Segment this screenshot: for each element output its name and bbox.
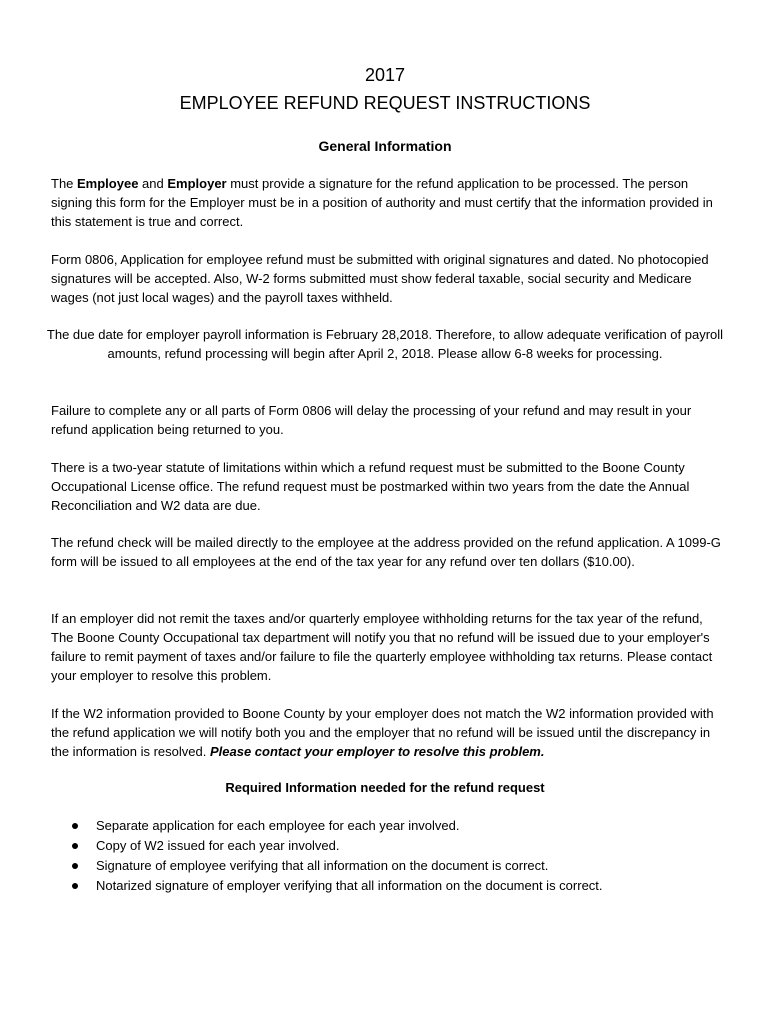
paragraph-form-0806: Form 0806, Application for employee refund must be submitted with original signatures and dated. No photocopied signatures will be accepted. Also, W-2 forms submitted must show federal taxable, social security and Medicare wages (not just local wages) and the payroll taxes withheld. — [51, 252, 709, 305]
paragraph-statute-of-limitations: There is a two-year statute of limitations within which a refund request must be submitted to the Boone County Occupational License office. The refund request must be postmarked within two years from the date the Annual Reconciliation and W2 data are due. — [51, 460, 690, 513]
list-item: Notarized signature of employer verifying that all information on the document is correct. — [70, 876, 730, 896]
general-information-heading: General Information — [318, 138, 452, 154]
paragraph-signature-requirement: The Employee and Employer must provide a signature for the refund application to be processed. The person signing this form for the Employer must be in a position of authority and must certify that the information provided in this statement is true and correct. — [51, 176, 713, 229]
paragraph-refund-check: The refund check will be mailed directly to the employee at the address provided on the refund application. A 1099-G form will be issued to all employees at the end of the tax year for any refund over ten dollars ($10.00). — [51, 535, 721, 569]
document-title: EMPLOYEE REFUND REQUEST INSTRUCTIONS — [179, 93, 591, 113]
employer-emphasis: Employer — [167, 176, 227, 191]
list-item: Copy of W2 issued for each year involved. — [70, 836, 730, 856]
list-item: Signature of employee verifying that all information on the document is correct. — [70, 856, 730, 876]
required-information-list — [70, 816, 730, 896]
bullet-icon — [72, 883, 78, 889]
employee-emphasis: Employee — [77, 176, 139, 191]
bullet-icon — [72, 823, 78, 829]
document-year: 2017 — [364, 65, 406, 85]
list-item: Separate application for each employee for each year involved. — [70, 816, 730, 836]
paragraph-failure-to-complete: Failure to complete any or all parts of Form 0806 will delay the processing of your refund and may result in your refund application being returned to you. — [51, 403, 692, 437]
bullet-icon — [72, 843, 78, 849]
contact-employer-emphasis: Please contact your employer to resolve this problem. — [209, 744, 545, 759]
paragraph-due-date: The due date for employer payroll information is February 28,2018. Therefore, to allow adequate verification of payroll amounts, refund processing will begin after April 2, 2018. Please allow 6-8 weeks for processing. — [46, 327, 724, 361]
required-information-heading: Required Information needed for the refund request — [225, 780, 545, 795]
paragraph-w2-mismatch: If the W2 information provided to Boone County by your employer does not match the W2 information provided with the refund application we will notify both you and the employer that no refund will be issued until the discrepancy in the information is resolved. Please contact your employer to resolve this problem. — [51, 706, 714, 759]
bullet-icon — [72, 863, 78, 869]
paragraph-employer-not-remit: If an employer did not remit the taxes and/or quarterly employee withholding returns for the tax year of the refund, The Boone County Occupational tax department will notify you that no refund will be issued due to your employer's failure to remit payment of taxes and/or failure to file the quarterly employee withholding tax returns. Please contact your employer to resolve this problem. — [51, 611, 713, 683]
